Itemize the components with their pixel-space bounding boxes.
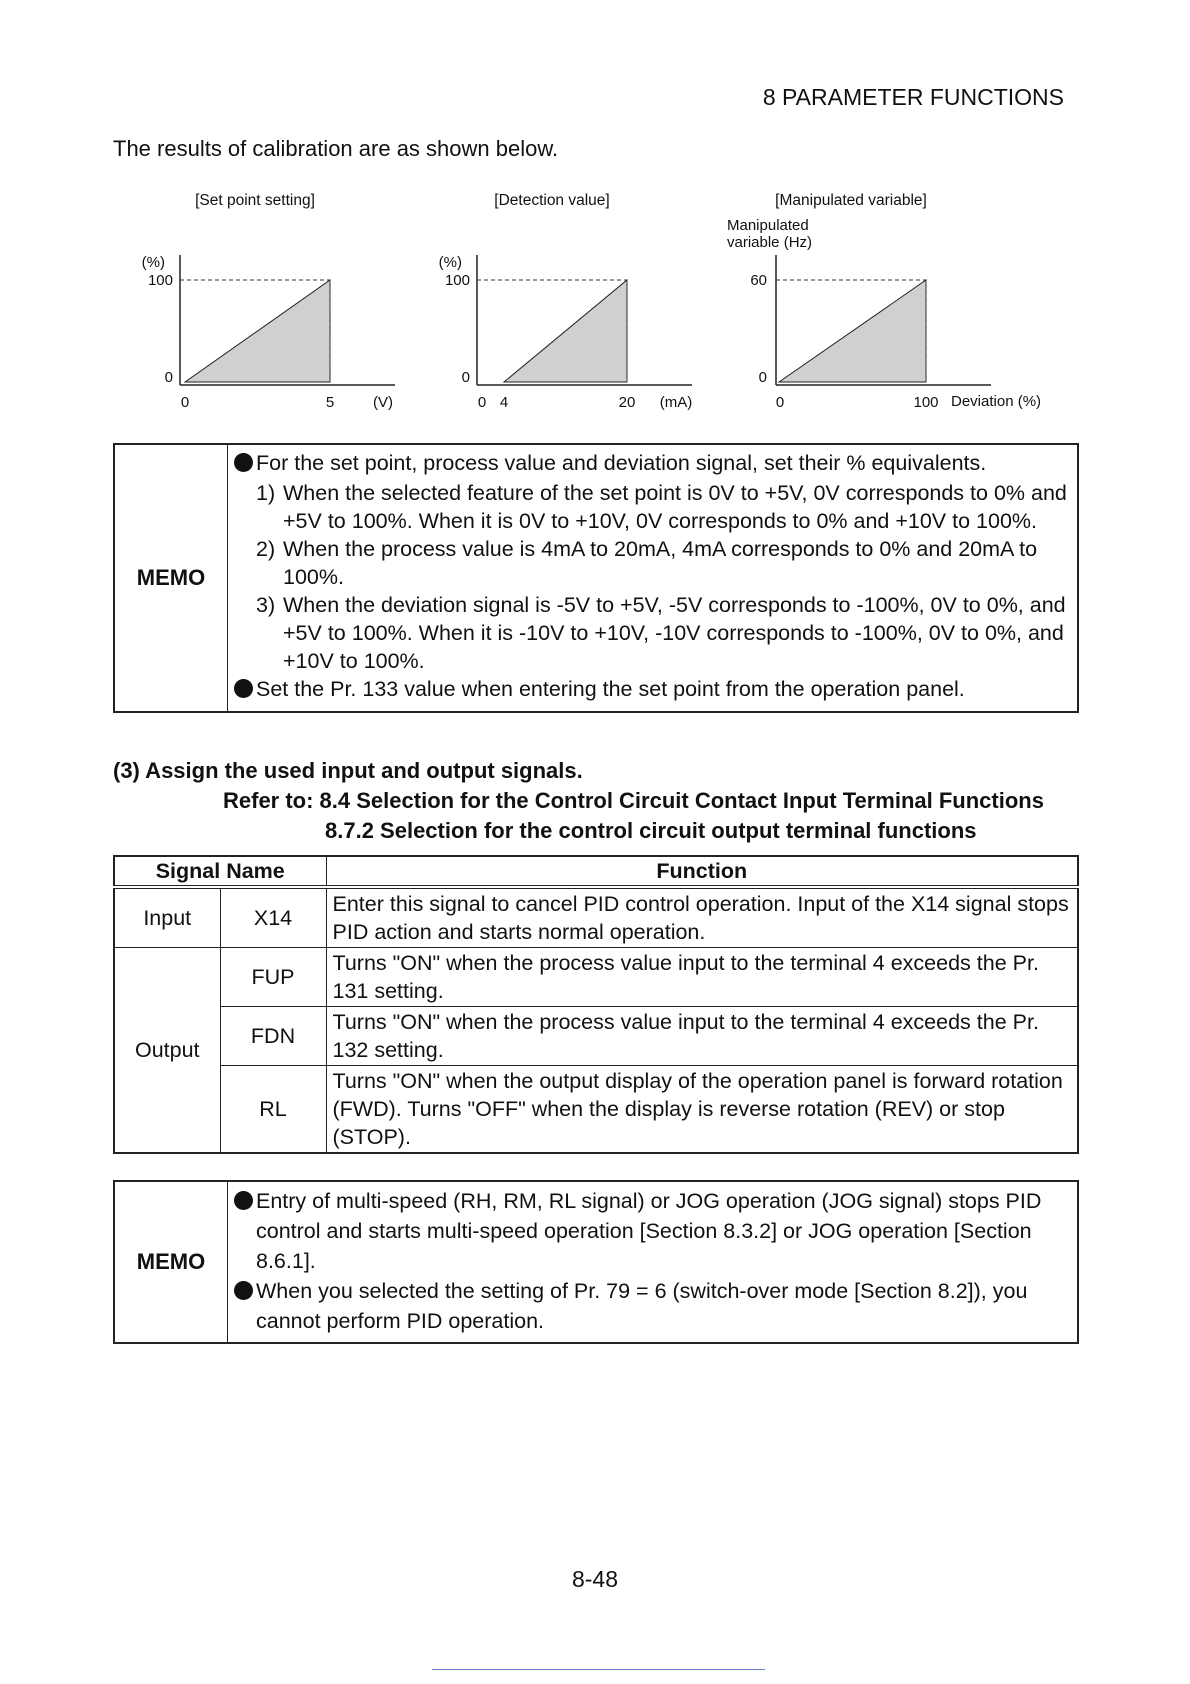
x-tick-label: 0	[775, 394, 785, 411]
refer-line-2: 8.7.2 Selection for the control circuit output terminal functions	[325, 818, 977, 843]
graph-title: [Set point setting]	[195, 192, 315, 209]
bullet-icon	[234, 1281, 253, 1300]
y-zero-label: 0	[164, 369, 173, 386]
y-zero-label: 0	[461, 369, 470, 386]
signal-function: Turns "ON" when the process value input to the terminal 4 exceeds the Pr. 131 setting.	[326, 948, 1078, 1007]
detection-value-graph	[439, 192, 693, 411]
memo-subitem-number: 1)	[256, 481, 276, 505]
section-heading: (3) Assign the used input and output signals.	[113, 758, 583, 783]
table-row	[114, 948, 1078, 1007]
signal-function: Enter this signal to cancel PID control operation. Input of the X14 signal stops PID action and starts normal operation.	[326, 887, 1078, 948]
y-label-line2: variable (Hz)	[727, 234, 813, 251]
memo-bullet	[234, 1276, 1069, 1336]
calibration-area	[779, 280, 926, 382]
x-tick-label: 4	[499, 394, 509, 411]
y-unit-label: (%)	[438, 254, 462, 271]
memo-bullet-text: Set the Pr. 133 value when entering the set point from the operation panel.	[256, 677, 965, 701]
signal-table	[113, 855, 1079, 1154]
table-row	[114, 1066, 1078, 1154]
table-row	[114, 887, 1078, 948]
bullet-icon	[234, 679, 253, 698]
signal-group-output: Output	[114, 948, 220, 1154]
memo-subitem	[234, 591, 1069, 675]
memo-bullet	[234, 449, 1069, 479]
signal-group-input: Input	[114, 887, 220, 948]
y-top-label: 60	[750, 272, 767, 289]
y-zero-label: 0	[758, 369, 767, 386]
y-label-line1: Manipulated	[727, 217, 809, 234]
signal-name: X14	[220, 887, 326, 948]
set-point-graph	[142, 192, 395, 411]
memo-subitem-text: When the process value is 4mA to 20mA, 4mA corresponds to 0% and 20mA to 100%.	[283, 537, 1038, 589]
x-unit-label: Deviation (%)	[951, 393, 1042, 410]
x-tick-label: 100	[913, 394, 939, 411]
signal-function: Turns "ON" when the process value input to the terminal 4 exceeds the Pr. 132 setting.	[326, 1007, 1078, 1066]
memo-subitem-text: When the deviation signal is -5V to +5V, -5V corresponds to -100%, 0V to 0%, and +5V to 100%. When it is -10V to +10V, -10V corresponds to -100%, 0V to 0%, and +10V to 100%.	[283, 593, 1066, 673]
calibration-area	[185, 280, 330, 382]
signal-name: FUP	[220, 948, 326, 1007]
signal-function: Turns "ON" when the output display of the operation panel is forward rotation (FWD). Turns "OFF" when the display is reverse rotation (REV) or stop (STOP).	[326, 1066, 1078, 1154]
memo-box-2	[113, 1180, 1079, 1344]
memo-subitem-number: 2)	[256, 537, 276, 561]
manipulated-variable-graph	[727, 192, 1041, 411]
y-top-label: 100	[147, 272, 173, 289]
footer-rule	[432, 1669, 765, 1670]
memo-subitem	[234, 535, 1069, 591]
bullet-icon	[234, 1191, 253, 1210]
memo-subitem-number: 3)	[256, 593, 276, 617]
memo-bullet-text: Entry of multi-speed (RH, RM, RL signal) or JOG operation (JOG signal) stops PID control and starts multi-speed operation [Section 8.3.2] or JOG operation [Section 8.6.1].	[256, 1189, 1042, 1273]
calibration-graphs	[113, 185, 1073, 425]
memo-label: MEMO	[114, 444, 228, 712]
graph-title: [Detection value]	[494, 192, 610, 209]
y-unit-label: (%)	[141, 254, 165, 271]
y-top-label: 100	[444, 272, 470, 289]
memo-body	[228, 1181, 1079, 1343]
calibration-area	[504, 280, 627, 382]
intro-text: The results of calibration are as shown below.	[113, 136, 559, 161]
memo-box-1	[113, 443, 1079, 713]
signal-name: RL	[220, 1066, 326, 1154]
memo-bullet-text: When you selected the setting of Pr. 79 = 6 (switch-over mode [Section 8.2]), you cannot perform PID operation.	[256, 1279, 1028, 1333]
memo-bullet	[234, 675, 1069, 705]
table-row	[114, 1007, 1078, 1066]
page-header: 8 PARAMETER FUNCTIONS	[762, 84, 1064, 110]
memo-subitem	[234, 479, 1069, 535]
x-tick-label: 20	[618, 394, 636, 411]
signal-name: FDN	[220, 1007, 326, 1066]
x-tick-label: 0	[180, 394, 190, 411]
page-number: 8-48	[571, 1566, 619, 1592]
graph-title: [Manipulated variable]	[775, 192, 927, 209]
x-unit-label: (V)	[373, 394, 393, 411]
memo-label: MEMO	[114, 1181, 228, 1343]
calibration-graphs-svg	[113, 185, 1073, 425]
x-unit-label: (mA)	[659, 394, 693, 411]
memo-subitem-text: When the selected feature of the set point is 0V to +5V, 0V corresponds to 0% and +5V to 100%. When it is 0V to +10V, 0V corresponds to 0% and +10V to 100%.	[283, 481, 1067, 533]
x-tick-label: 5	[325, 394, 335, 411]
memo-bullet	[234, 1186, 1069, 1276]
bullet-icon	[234, 453, 253, 472]
refer-line-1: Refer to: 8.4 Selection for the Control Circuit Contact Input Terminal Functions	[223, 788, 1044, 813]
column-header-signal-name: Signal Name	[114, 856, 326, 887]
column-header-function: Function	[326, 856, 1078, 887]
memo-body	[228, 444, 1079, 712]
x-tick-label: 0	[477, 394, 487, 411]
memo-bullet-text: For the set point, process value and deviation signal, set their % equivalents.	[256, 451, 987, 475]
